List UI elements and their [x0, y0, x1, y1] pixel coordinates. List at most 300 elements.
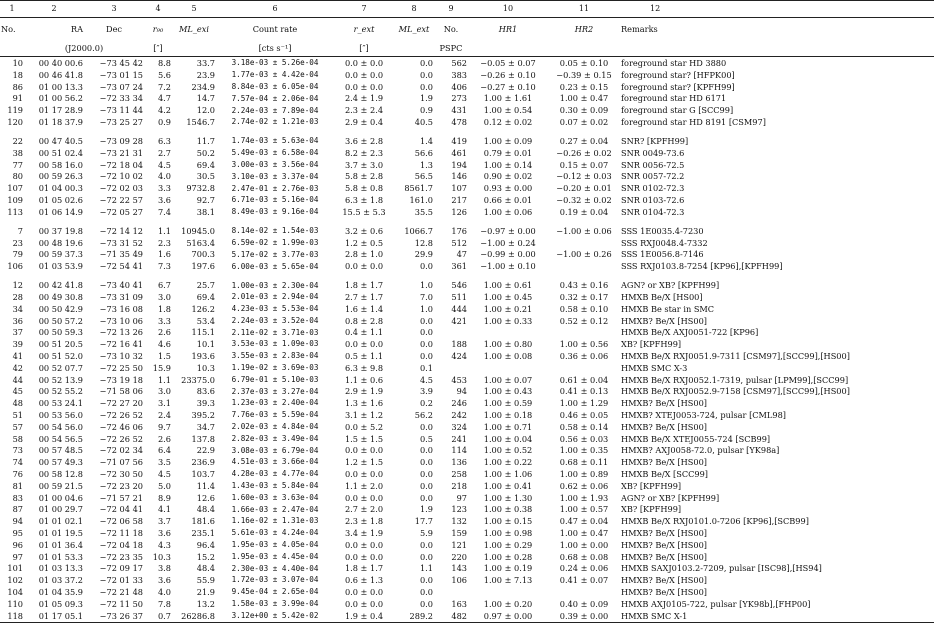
- cell-ra: 00 57 48.5: [38, 445, 83, 456]
- cell-no: 80: [12, 171, 23, 182]
- cell-r90: 9.7: [157, 421, 171, 432]
- cell-pspc-no: 218: [451, 480, 467, 491]
- column-number: 10: [468, 1, 548, 18]
- cell-pspc-no: 217: [451, 195, 467, 206]
- cell-ml-ext: 0.0: [419, 480, 433, 491]
- cell-remarks: HMXB SMC X-1: [620, 610, 934, 623]
- cell-hr1: [468, 362, 548, 374]
- cell-count-rate: 5.61e-03 ± 4.24e-04: [231, 528, 319, 538]
- cell-hr2: 0.15 ± 0.07: [559, 159, 609, 170]
- cell-hr1: −0.99 ± 0.00: [480, 249, 536, 260]
- cell-count-rate: 3.08e-03 ± 6.79e-04: [231, 445, 319, 455]
- cell-hr1: 1.00 ± 0.33: [483, 315, 533, 326]
- cell-dec: −72 11 18: [99, 527, 143, 538]
- cell-ml-ext: 5.9: [419, 527, 433, 538]
- cell-no: 113: [7, 206, 23, 217]
- cell-no: 101: [7, 563, 23, 574]
- cell-ra: 01 04 35.9: [38, 586, 83, 597]
- cell-no: 12: [12, 280, 23, 291]
- cell-ml-ext: 4.5: [419, 374, 433, 385]
- cell-dec: −73 10 32: [99, 350, 143, 361]
- cell-no: 120: [7, 117, 23, 128]
- cell-hr1: [468, 586, 548, 598]
- cell-hr1: 1.00 ± 0.20: [483, 598, 533, 609]
- cell-hr1: 1.00 ± 1.06: [483, 468, 533, 479]
- cell-pspc-no: 444: [451, 303, 467, 314]
- cell-hr1: −1.00 ± 0.10: [480, 261, 536, 272]
- cell-hr1: 1.00 ± 0.15: [483, 516, 533, 527]
- cell-pspc-no: 123: [451, 504, 467, 515]
- cell-remarks: SNR 0056-72.5: [621, 159, 685, 170]
- cell-pspc-no: 424: [451, 350, 467, 361]
- cell-hr2: 0.41 ± 0.13: [559, 386, 609, 397]
- cell-no: 94: [12, 516, 23, 527]
- cell-hr1: 1.00 ± 0.08: [483, 350, 533, 361]
- cell-ml-ext: 12.8: [414, 237, 433, 248]
- table-row: [0, 480, 934, 492]
- cell-r-ext: 1.6 ± 1.4: [344, 303, 384, 314]
- cell-no: 77: [12, 159, 23, 170]
- cell-ml-ext: 3.9: [419, 386, 433, 397]
- cell-pspc-no: 114: [451, 445, 467, 456]
- table-row: [0, 409, 934, 421]
- cell-hr2: 0.61 ± 0.04: [559, 374, 609, 385]
- cell-no: 7: [17, 225, 23, 236]
- cell-ml-ext: 0.0: [419, 586, 433, 597]
- cell-no: 95: [12, 527, 23, 538]
- cell-ml-exi: 236.9: [191, 457, 215, 468]
- cell-r90: 3.6: [157, 575, 171, 586]
- cell-no: 41: [12, 350, 23, 361]
- cell-ml-exi: 39.3: [196, 398, 215, 409]
- cell-ml-exi: 15.2: [196, 551, 215, 562]
- cell-dec: −72 16 41: [99, 339, 143, 350]
- cell-pspc-no: 421: [451, 315, 467, 326]
- header-dec: Dec: [106, 24, 122, 35]
- cell-pspc-no: 361: [451, 261, 467, 272]
- cell-remarks: SNR? [KPFH99]: [621, 136, 689, 147]
- cell-r90: 1.6: [157, 249, 171, 260]
- cell-count-rate: 3.00e-03 ± 3.56e-04: [231, 159, 319, 169]
- cell-ml-ext: 289.2: [394, 610, 434, 623]
- cell-no: 86: [12, 81, 23, 92]
- cell-pspc-no: 176: [451, 225, 467, 236]
- cell-pspc-no: [434, 586, 468, 598]
- cell-r90: 7.4: [157, 206, 171, 217]
- cell-remarks: HMXB? Be/X [HS00]: [621, 421, 707, 432]
- cell-ml-ext: 0.0: [419, 350, 433, 361]
- cell-hr2: 1.00 ± 0.47: [559, 527, 609, 538]
- cell-ml-exi: 11.7: [196, 136, 215, 147]
- cell-r90: 7.2: [157, 81, 171, 92]
- cell-count-rate: 1.72e-03 ± 3.07e-04: [231, 575, 319, 585]
- table-row: [0, 338, 934, 350]
- column-number: 6: [216, 1, 334, 18]
- cell-r-ext: 1.1 ± 0.6: [344, 374, 384, 385]
- cell-count-rate: 2.82e-03 ± 3.49e-04: [231, 433, 319, 443]
- cell-hr2: 0.68 ± 0.08: [559, 551, 609, 562]
- cell-remarks: HMXB? Be/X [HS00]: [621, 315, 707, 326]
- cell-remarks: HMXB? Be/X [HS00]: [621, 527, 707, 538]
- cell-dec: −73 26 37: [84, 610, 144, 623]
- cell-r90: 2.7: [157, 147, 171, 158]
- cell-dec: −73 11 44: [99, 105, 143, 116]
- cell-pspc-no: 107: [451, 183, 467, 194]
- column-number: 4: [144, 1, 172, 18]
- cell-dec: −72 27 20: [99, 398, 143, 409]
- cell-ml-exi: 1546.7: [186, 117, 215, 128]
- cell-ra: 00 50 59.3: [38, 327, 83, 338]
- cell-ml-ext: 0.0: [419, 551, 433, 562]
- cell-remarks: SNR 0049-73.6: [621, 147, 685, 158]
- cell-r-ext: 2.7 ± 1.7: [344, 292, 384, 302]
- cell-no: 73: [12, 445, 23, 456]
- cell-ml-ext: 0.2: [419, 398, 433, 409]
- header-pspc: PSPC: [434, 40, 468, 57]
- cell-ml-ext: 0.5: [419, 433, 433, 444]
- cell-count-rate: 1.95e-03 ± 4.45e-04: [231, 551, 319, 561]
- cell-count-rate: 6.59e-02 ± 1.99e-03: [231, 237, 319, 247]
- cell-ra: 00 50 42.9: [38, 303, 83, 314]
- cell-no: 91: [12, 93, 23, 104]
- cell-remarks: foreground star G [SCC99]: [621, 105, 734, 116]
- cell-ml-exi: 181.6: [191, 516, 215, 527]
- header-count-rate: Count rate: [252, 24, 298, 35]
- cell-hr1: 1.00 ± 0.07: [483, 374, 533, 385]
- cell-ml-ext: 0.0: [419, 598, 433, 609]
- cell-no: 28: [12, 292, 23, 302]
- table-row: [0, 374, 934, 386]
- cell-ml-exi: 700.3: [191, 249, 215, 260]
- header-ml-ext: ML_ext: [398, 24, 430, 35]
- cell-ra: 00 48 19.6: [38, 237, 83, 248]
- group-separator: [0, 128, 934, 135]
- cell-dec: −73 19 18: [99, 374, 143, 385]
- cell-count-rate: 5.17e-02 ± 3.77e-03: [231, 249, 319, 259]
- cell-count-rate: 1.16e-02 ± 1.31e-03: [231, 516, 319, 526]
- cell-ml-exi: 69.4: [196, 159, 215, 170]
- cell-no: 48: [12, 398, 23, 409]
- table-row: [0, 327, 934, 339]
- cell-ra: 01 03 53.9: [38, 261, 83, 272]
- table-row: [0, 303, 934, 315]
- cell-r90: 3.0: [157, 386, 171, 397]
- cell-remarks: SSS RXJ0048.4-7332: [621, 237, 708, 248]
- cell-ml-ext: 0.0: [419, 261, 433, 272]
- cell-no: 23: [12, 237, 23, 248]
- cell-r-ext: 1.9 ± 0.4: [334, 610, 394, 623]
- cell-r-ext: 15.5 ± 5.3: [342, 206, 386, 217]
- cell-count-rate: 3.10e-03 ± 3.37e-04: [231, 171, 319, 181]
- cell-hr1: [468, 327, 548, 339]
- cell-remarks: foreground star HD 6171: [621, 93, 727, 104]
- cell-r-ext: 1.5 ± 1.5: [344, 433, 384, 444]
- header-r-ext: r_ext: [353, 24, 375, 35]
- cell-hr1: 1.00 ± 0.04: [483, 433, 533, 444]
- cell-hr1: 1.00 ± 0.52: [483, 445, 533, 456]
- cell-r90: 5.6: [157, 69, 171, 80]
- cell-pspc-no: 258: [451, 468, 467, 479]
- cell-ml-exi: 53.4: [196, 315, 215, 326]
- cell-ml-exi: 25.7: [196, 280, 215, 291]
- header-units-row: [0, 40, 934, 57]
- cell-r90: 2.4: [157, 409, 171, 420]
- cell-ra: 00 46 41.8: [38, 69, 83, 80]
- cell-hr2: 0.68 ± 0.11: [559, 457, 609, 468]
- cell-no: 109: [7, 195, 23, 206]
- cell-count-rate: 3.55e-03 ± 2.83e-04: [231, 351, 319, 361]
- cell-no: 102: [7, 575, 23, 586]
- cell-count-rate: 6.71e-03 ± 5.16e-04: [231, 195, 319, 205]
- cell-r-ext: 0.0 ± 0.0: [344, 57, 384, 68]
- cell-hr1: 1.00 ± 0.59: [483, 398, 533, 409]
- cell-ra: 00 51 20.5: [38, 339, 83, 350]
- cell-ra: 00 54 56.5: [38, 433, 83, 444]
- cell-r-ext: 0.8 ± 2.8: [344, 315, 384, 326]
- cell-hr1: 1.00 ± 0.14: [483, 159, 533, 170]
- cell-pspc-no: 188: [451, 339, 467, 350]
- cell-ra: 01 00 13.3: [38, 81, 83, 92]
- cell-pspc-no: [434, 362, 468, 374]
- cell-hr2: 0.39 ± 0.00: [548, 610, 620, 623]
- cell-ml-exi: 38.1: [196, 206, 215, 217]
- cell-no: 97: [12, 551, 23, 562]
- cell-hr2: −0.20 ± 0.01: [556, 183, 612, 194]
- cell-hr2: −0.32 ± 0.02: [556, 195, 612, 206]
- cell-dec: −73 01 15: [99, 69, 143, 80]
- cell-count-rate: 1.74e-03 ± 5.63e-04: [231, 136, 319, 146]
- cell-pspc-no: 220: [451, 551, 467, 562]
- cell-no: 36: [12, 315, 23, 326]
- cell-ml-ext: 1.0: [419, 280, 433, 291]
- cell-count-rate: 3.53e-03 ± 1.09e-03: [231, 339, 319, 349]
- cell-hr1: 0.97 ± 0.00: [468, 610, 548, 623]
- cell-hr1: 1.00 ± 0.09: [483, 136, 533, 147]
- header-pspc-no: No.: [443, 24, 459, 35]
- cell-dec: −72 21 48: [99, 586, 143, 597]
- cell-r90: 4.2: [157, 105, 171, 116]
- cell-ml-exi: 197.6: [191, 261, 215, 272]
- cell-r-ext: 2.4 ± 1.9: [344, 93, 384, 104]
- cell-r90: 0.7: [144, 610, 172, 623]
- cell-remarks: foreground star HD 8191 [CSM97]: [621, 117, 766, 128]
- cell-dec: −72 25 50: [99, 362, 143, 373]
- cell-remarks: SNR 0057-72.2: [621, 171, 685, 182]
- cell-remarks: XB? [KPFH99]: [621, 504, 682, 515]
- cell-r90: 4.6: [157, 339, 171, 350]
- cell-hr2: 0.58 ± 0.14: [559, 421, 609, 432]
- header-r90: r₉₀: [152, 24, 164, 35]
- cell-ml-ext: 7.0: [419, 292, 433, 302]
- cell-count-rate: 3.18e-03 ± 5.26e-04: [231, 58, 319, 68]
- cell-count-rate: 1.66e-03 ± 2.47e-04: [231, 504, 319, 514]
- cell-pspc-no: 546: [451, 280, 467, 291]
- cell-hr1: 1.00 ± 0.71: [483, 421, 533, 432]
- cell-pspc-no: 47: [456, 249, 467, 260]
- cell-ra: 01 17 05.1: [24, 610, 84, 623]
- header-r90-unit: [″]: [144, 40, 172, 57]
- table-row: [0, 81, 934, 93]
- cell-hr2: 0.23 ± 0.15: [559, 81, 609, 92]
- cell-pspc-no: 121: [451, 539, 467, 550]
- cell-r90: 6.7: [157, 280, 171, 291]
- cell-hr2: 0.56 ± 0.03: [559, 433, 609, 444]
- cell-ml-ext: 1.1: [419, 563, 433, 574]
- cell-no: 104: [7, 586, 23, 597]
- cell-count-rate: 4.51e-03 ± 3.66e-04: [231, 457, 319, 467]
- cell-ml-exi: 235.1: [191, 527, 215, 538]
- cell-count-rate: 5.49e-03 ± 6.58e-04: [231, 148, 319, 158]
- cell-dec: −73 16 08: [99, 303, 143, 314]
- cell-hr2: 0.47 ± 0.04: [559, 516, 609, 527]
- cell-no: 38: [12, 147, 23, 158]
- cell-remarks: XB? [KPFH99]: [621, 480, 682, 491]
- cell-ra: 00 49 30.8: [38, 292, 83, 302]
- cell-r-ext: 0.0 ± 0.0: [344, 468, 384, 479]
- cell-dec: −72 30 50: [99, 468, 143, 479]
- table-row: [0, 206, 934, 218]
- cell-ra: 01 04 00.3: [38, 183, 83, 194]
- cell-dec: −72 23 20: [99, 480, 143, 491]
- cell-r-ext: 0.0 ± 0.0: [344, 445, 384, 456]
- cell-ra: 00 53 24.1: [38, 398, 83, 409]
- cell-r-ext: 2.9 ± 0.4: [344, 117, 384, 128]
- cell-r-ext: 0.5 ± 1.1: [344, 350, 384, 361]
- cell-hr1: −1.00 ± 0.24: [480, 237, 536, 248]
- cell-hr2: 0.05 ± 0.10: [559, 57, 609, 68]
- cell-hr1: −0.27 ± 0.10: [480, 81, 536, 92]
- table-row: [0, 291, 934, 303]
- cell-pspc-no: 453: [451, 374, 467, 385]
- cell-pspc-no: 324: [451, 421, 467, 432]
- cell-r90: 6.4: [157, 445, 171, 456]
- cell-remarks: SSS 1E0035.4-7230: [621, 225, 704, 236]
- cell-hr1: 1.00 ± 0.41: [483, 480, 533, 491]
- cell-no: 34: [12, 303, 23, 314]
- cell-r-ext: 3.2 ± 0.6: [344, 225, 384, 236]
- cell-count-rate: 4.23e-03 ± 5.53e-04: [231, 304, 319, 314]
- table-row: [0, 610, 934, 623]
- cell-ml-exi: 10.3: [196, 362, 215, 373]
- cell-r90: 3.7: [157, 516, 171, 527]
- cell-ml-exi: 193.6: [191, 350, 215, 361]
- cell-remarks: HMXB Be/X RXJ0052.1-7319, pulsar [LPM99],[SCC99]: [621, 374, 849, 385]
- cell-dec: −72 05 27: [99, 206, 143, 217]
- cell-hr2: 0.07 ± 0.02: [559, 117, 609, 128]
- cell-pspc-no: 136: [451, 457, 467, 468]
- cell-ra: 01 06 14.9: [38, 206, 83, 217]
- cell-remarks: HMXB? AXJ0058-72.0, pulsar [YK98a]: [621, 445, 780, 456]
- cell-ml-exi: 26286.8: [172, 610, 216, 623]
- cell-hr1: −0.97 ± 0.00: [480, 225, 536, 236]
- cell-ra: 00 42 41.8: [38, 280, 83, 291]
- cell-dec: −73 25 27: [99, 117, 143, 128]
- cell-remarks: HMXB Be/X [SCC99]: [621, 468, 708, 479]
- table-row: [0, 515, 934, 527]
- cell-ml-exi: 12.0: [196, 105, 215, 116]
- cell-hr2: −1.00 ± 0.06: [556, 225, 612, 236]
- cell-hr2: 0.46 ± 0.05: [559, 409, 609, 420]
- cell-no: 44: [12, 374, 23, 385]
- cell-r90: 3.6: [157, 527, 171, 538]
- cell-ml-exi: 48.4: [196, 563, 215, 574]
- cell-ra: 01 18 37.9: [38, 117, 83, 128]
- cell-no: 81: [12, 480, 23, 491]
- cell-ra: 00 50 57.2: [38, 315, 83, 326]
- cell-ra: 00 59 26.3: [38, 171, 83, 182]
- table-row: [0, 350, 934, 362]
- cell-ml-ext: 17.7: [414, 516, 433, 527]
- cell-ml-ext: 0.0: [419, 327, 433, 338]
- cell-count-rate: 8.14e-02 ± 1.54e-03: [231, 226, 319, 236]
- cell-hr2: 0.27 ± 0.04: [559, 136, 609, 147]
- cell-pspc-no: 482: [434, 610, 468, 623]
- table-row: [0, 171, 934, 183]
- table-row: [0, 194, 934, 206]
- cell-ml-ext: 56.2: [414, 409, 433, 420]
- cell-pspc-no: 461: [451, 147, 467, 158]
- cell-count-rate: 2.74e-02 ± 1.21e-03: [231, 117, 319, 127]
- cell-pspc-no: 242: [451, 409, 467, 420]
- cell-pspc-no: 143: [451, 563, 467, 574]
- cell-r-ext: 0.0 ± 0.0: [344, 492, 384, 503]
- table-row: [0, 237, 934, 249]
- cell-hr2: [548, 237, 620, 249]
- cell-hr1: −0.05 ± 0.07: [480, 57, 536, 68]
- cell-ra: 01 05 02.6: [38, 195, 83, 206]
- cell-dec: −73 07 24: [99, 81, 143, 92]
- cell-hr2: 0.62 ± 0.06: [559, 480, 609, 491]
- cell-ml-exi: 55.9: [196, 575, 215, 586]
- cell-no: 76: [12, 468, 23, 479]
- cell-dec: −72 06 58: [99, 516, 143, 527]
- column-number: 11: [548, 1, 620, 18]
- cell-pspc-no: 97: [456, 492, 467, 503]
- cell-ml-exi: 33.7: [196, 57, 215, 68]
- cell-pspc-no: 419: [451, 136, 467, 147]
- cell-ra: 00 59 21.5: [38, 480, 83, 491]
- cell-ml-ext: 8561.7: [404, 183, 433, 194]
- cell-ml-exi: 395.2: [191, 409, 215, 420]
- cell-count-rate: 8.84e-03 ± 6.05e-04: [231, 81, 319, 91]
- cell-pspc-no: 273: [451, 93, 467, 104]
- table-row: [0, 574, 934, 586]
- cell-ra: 01 17 28.9: [38, 105, 83, 116]
- cell-hr1: 1.00 ± 0.80: [483, 339, 533, 350]
- cell-hr2: −1.00 ± 0.26: [556, 249, 612, 260]
- cell-r-ext: 0.0 ± 0.0: [344, 539, 384, 550]
- cell-ra: 00 37 19.8: [38, 225, 83, 236]
- cell-ml-exi: 50.2: [196, 147, 215, 158]
- cell-ml-ext: 0.0: [419, 81, 433, 92]
- cell-r90: 3.5: [157, 457, 171, 468]
- table-row: [0, 104, 934, 116]
- cell-dec: −72 13 26: [99, 327, 143, 338]
- cell-no: 110: [7, 598, 23, 609]
- cell-count-rate: 1.95e-03 ± 4.05e-04: [231, 540, 319, 550]
- cell-ml-exi: 137.8: [191, 433, 215, 444]
- cell-r-ext: 6.3 ± 1.8: [344, 195, 384, 206]
- header-r-ext-unit: [″]: [334, 40, 394, 57]
- cell-hr2: 1.00 ± 0.56: [559, 339, 609, 350]
- cell-hr1: 1.00 ± 1.61: [483, 93, 533, 104]
- cell-remarks: HMXB AXJ0105-722, pulsar [YK98b],[FHP00]: [621, 598, 811, 609]
- cell-count-rate: 2.11e-02 ± 3.71e-03: [231, 327, 319, 337]
- cell-hr2: 1.00 ± 1.93: [559, 492, 609, 503]
- cell-hr2: −0.39 ± 0.15: [556, 69, 612, 80]
- cell-ml-exi: 115.1: [191, 327, 215, 338]
- cell-dec: −72 18 04: [99, 159, 143, 170]
